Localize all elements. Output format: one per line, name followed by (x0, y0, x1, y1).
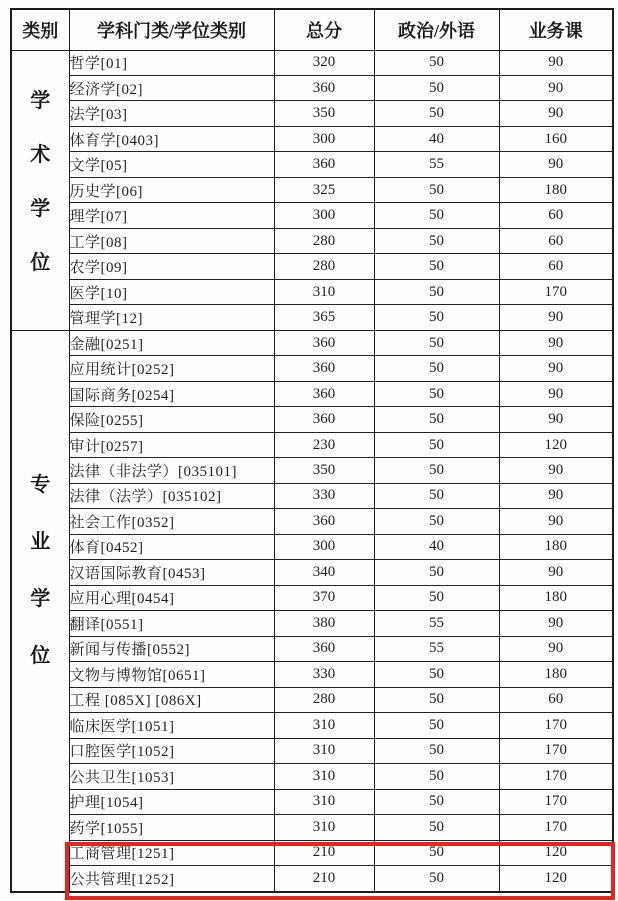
score-value: 120 (499, 840, 613, 865)
discipline-name: 应用心理[0454] (69, 585, 274, 610)
score-value: 280 (274, 254, 374, 279)
score-value: 50 (374, 560, 499, 585)
score-value: 50 (374, 75, 499, 100)
discipline-name: 工商管理[1251] (69, 840, 274, 865)
score-value: 50 (374, 330, 499, 355)
score-value: 90 (499, 305, 613, 330)
table-row (11, 177, 613, 202)
category-character: 术 (30, 143, 51, 166)
score-value: 310 (274, 789, 374, 814)
category-character: 业 (30, 530, 51, 553)
discipline-name: 历史学[06] (69, 177, 274, 202)
score-value: 360 (274, 75, 374, 100)
discipline-name: 管理学[12] (69, 305, 274, 330)
category-character: 专 (30, 473, 51, 496)
score-value: 50 (374, 789, 499, 814)
header-discipline: 学科门类/学位类别 (69, 9, 274, 50)
score-value: 50 (374, 279, 499, 304)
category-character: 学 (30, 89, 51, 112)
discipline-name: 金融[0251] (69, 330, 274, 355)
table-row (11, 152, 613, 177)
score-value: 180 (499, 585, 613, 610)
score-value: 50 (374, 866, 499, 893)
score-value: 90 (499, 636, 613, 661)
score-value: 50 (374, 101, 499, 126)
score-value: 90 (499, 458, 613, 483)
score-value: 90 (499, 330, 613, 355)
score-value: 170 (499, 789, 613, 814)
discipline-name: 哲学[01] (69, 50, 274, 75)
score-value: 300 (274, 534, 374, 559)
score-value: 50 (374, 356, 499, 381)
table-header (11, 9, 613, 50)
score-value: 50 (374, 458, 499, 483)
score-value: 380 (274, 611, 374, 636)
table-row (11, 560, 613, 585)
score-value: 90 (499, 381, 613, 406)
discipline-name: 护理[1054] (69, 789, 274, 814)
score-value: 370 (274, 585, 374, 610)
discipline-name: 体育学[0403] (69, 126, 274, 151)
score-value: 55 (374, 152, 499, 177)
discipline-name: 应用统计[0252] (69, 356, 274, 381)
score-value: 40 (374, 534, 499, 559)
score-table-body (11, 50, 613, 892)
score-value: 50 (374, 713, 499, 738)
score-value: 50 (374, 50, 499, 75)
score-value: 320 (274, 50, 374, 75)
score-value: 50 (374, 764, 499, 789)
score-value: 120 (499, 432, 613, 457)
score-value: 300 (274, 203, 374, 228)
table-row (11, 815, 613, 840)
score-value: 90 (499, 356, 613, 381)
score-value: 55 (374, 636, 499, 661)
score-value: 50 (374, 177, 499, 202)
score-value: 90 (499, 50, 613, 75)
table-row (11, 458, 613, 483)
category-character: 位 (30, 251, 51, 274)
score-value: 360 (274, 152, 374, 177)
score-value: 365 (274, 305, 374, 330)
score-value: 90 (499, 483, 613, 508)
score-value: 310 (274, 713, 374, 738)
discipline-name: 社会工作[0352] (69, 509, 274, 534)
score-value: 50 (374, 840, 499, 865)
score-value: 350 (274, 101, 374, 126)
table-row (11, 50, 613, 75)
table-row (11, 662, 613, 687)
category-cell-academic (11, 50, 69, 330)
discipline-name: 审计[0257] (69, 432, 274, 457)
score-value: 90 (499, 509, 613, 534)
table-row (11, 101, 613, 126)
score-value: 180 (499, 177, 613, 202)
score-value: 90 (499, 560, 613, 585)
score-value: 160 (499, 126, 613, 151)
discipline-name: 文物与博物馆[0651] (69, 662, 274, 687)
table-row (11, 866, 613, 893)
score-value: 170 (499, 738, 613, 763)
table-row (11, 789, 613, 814)
score-value: 60 (499, 228, 613, 253)
score-value: 50 (374, 407, 499, 432)
score-value: 180 (499, 534, 613, 559)
score-value: 230 (274, 432, 374, 457)
score-value: 50 (374, 815, 499, 840)
score-value: 330 (274, 662, 374, 687)
table-row (11, 687, 613, 712)
table-row (11, 75, 613, 100)
score-value: 50 (374, 662, 499, 687)
table-row (11, 305, 613, 330)
score-value: 310 (274, 738, 374, 763)
score-value: 50 (374, 305, 499, 330)
table-row (11, 534, 613, 559)
category-vertical-label (12, 468, 69, 668)
discipline-name: 工学[08] (69, 228, 274, 253)
score-value: 50 (374, 381, 499, 406)
discipline-name: 体育[0452] (69, 534, 274, 559)
discipline-name: 法律（法学）[035102] (69, 483, 274, 508)
header-politics-foreign: 政治/外语 (374, 9, 499, 50)
score-value: 310 (274, 279, 374, 304)
score-value: 50 (374, 203, 499, 228)
score-value: 210 (274, 840, 374, 865)
score-value: 170 (499, 764, 613, 789)
table-row (11, 764, 613, 789)
score-value: 360 (274, 330, 374, 355)
score-value: 310 (274, 815, 374, 840)
discipline-name: 药学[1055] (69, 815, 274, 840)
score-value: 360 (274, 407, 374, 432)
discipline-name: 口腔医学[1052] (69, 738, 274, 763)
table-row (11, 228, 613, 253)
discipline-name: 农学[09] (69, 254, 274, 279)
table-row (11, 738, 613, 763)
table-row (11, 381, 613, 406)
score-value: 170 (499, 713, 613, 738)
score-value: 60 (499, 254, 613, 279)
score-value: 90 (499, 75, 613, 100)
score-value: 325 (274, 177, 374, 202)
score-value: 50 (374, 585, 499, 610)
score-value: 310 (274, 764, 374, 789)
score-value: 60 (499, 687, 613, 712)
table-row (11, 432, 613, 457)
category-vertical-label (12, 84, 69, 275)
score-value: 360 (274, 636, 374, 661)
discipline-name: 法律（非法学）[035101] (69, 458, 274, 483)
score-value: 90 (499, 152, 613, 177)
discipline-name: 保险[0255] (69, 407, 274, 432)
header-major-course: 业务课 (499, 9, 613, 50)
score-value: 180 (499, 662, 613, 687)
category-character: 位 (30, 644, 51, 667)
table-row (11, 636, 613, 661)
score-value: 120 (499, 866, 613, 893)
header-category: 类别 (11, 9, 69, 50)
score-value: 60 (499, 203, 613, 228)
table-row (11, 203, 613, 228)
discipline-name: 公共管理[1252] (69, 866, 274, 893)
table-row (11, 611, 613, 636)
table-row (11, 509, 613, 534)
discipline-name: 公共卫生[1053] (69, 764, 274, 789)
discipline-name: 文学[05] (69, 152, 274, 177)
score-value: 50 (374, 483, 499, 508)
score-value: 50 (374, 509, 499, 534)
score-value: 360 (274, 381, 374, 406)
category-character: 学 (30, 197, 51, 220)
score-value: 280 (274, 687, 374, 712)
score-value: 300 (274, 126, 374, 151)
discipline-name: 医学[10] (69, 279, 274, 304)
score-value: 90 (499, 101, 613, 126)
discipline-name: 新闻与传播[0552] (69, 636, 274, 661)
discipline-name: 理学[07] (69, 203, 274, 228)
score-value: 210 (274, 866, 374, 893)
score-value: 360 (274, 509, 374, 534)
table-row (11, 126, 613, 151)
discipline-name: 经济学[02] (69, 75, 274, 100)
category-character: 学 (30, 587, 51, 610)
score-value: 55 (374, 611, 499, 636)
score-value: 90 (499, 407, 613, 432)
table-row (11, 483, 613, 508)
score-value: 50 (374, 687, 499, 712)
discipline-name: 汉语国际教育[0453] (69, 560, 274, 585)
score-value: 50 (374, 432, 499, 457)
discipline-name: 工程 [085X] [086X] (69, 687, 274, 712)
score-value: 50 (374, 228, 499, 253)
table-row (11, 356, 613, 381)
score-value: 280 (274, 228, 374, 253)
table-row (11, 254, 613, 279)
discipline-name: 国际商务[0254] (69, 381, 274, 406)
score-value: 170 (499, 815, 613, 840)
discipline-name: 翻译[0551] (69, 611, 274, 636)
score-value: 340 (274, 560, 374, 585)
table-row (11, 713, 613, 738)
table-row (11, 330, 613, 355)
table-row (11, 279, 613, 304)
header-total-score: 总分 (274, 9, 374, 50)
score-value: 330 (274, 483, 374, 508)
score-value: 50 (374, 254, 499, 279)
score-value: 360 (274, 356, 374, 381)
discipline-name: 临床医学[1051] (69, 713, 274, 738)
score-value: 40 (374, 126, 499, 151)
category-cell-professional (11, 330, 69, 892)
score-value: 170 (499, 279, 613, 304)
score-value: 350 (274, 458, 374, 483)
admission-score-table (10, 8, 614, 893)
score-value: 50 (374, 738, 499, 763)
table-row (11, 407, 613, 432)
score-value: 90 (499, 611, 613, 636)
table-row (11, 585, 613, 610)
discipline-name: 法学[03] (69, 101, 274, 126)
header-row (11, 9, 613, 50)
table-row (11, 840, 613, 865)
